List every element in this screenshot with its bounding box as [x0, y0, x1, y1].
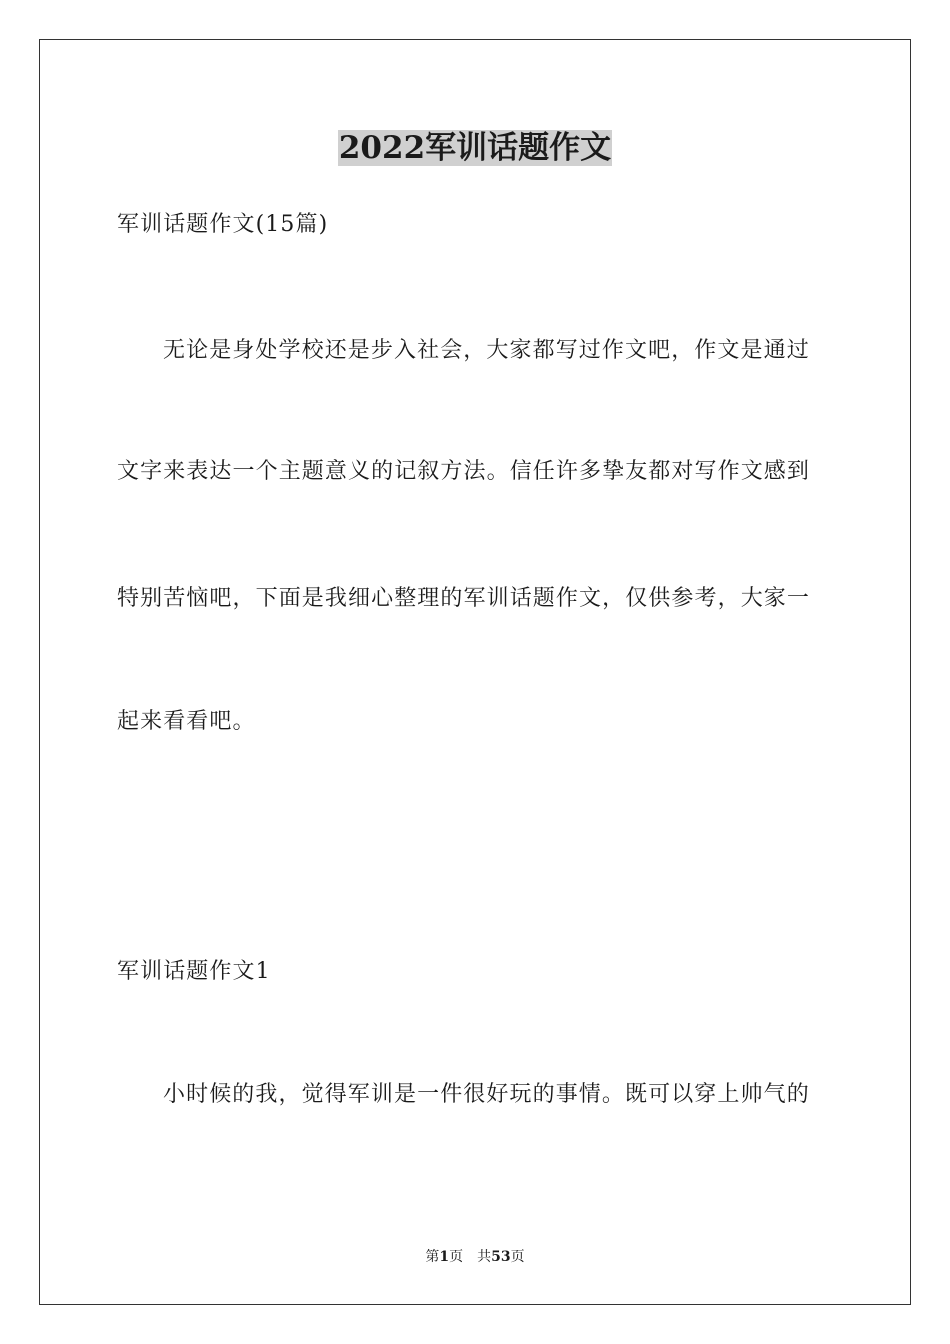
document-title-text: 2022军训话题作文 — [338, 130, 612, 166]
footer-page-number: 1 — [439, 1249, 450, 1265]
intro-paragraph-line-1: 无论是身处学校还是步入社会，大家都写过作文吧，作文是通过 — [163, 338, 810, 363]
document-title — [0, 128, 950, 168]
footer-page-prefix: 第 — [425, 1249, 440, 1265]
footer-total-pages: 53 — [491, 1249, 511, 1265]
intro-paragraph-line-2: 文字来表达一个主题意义的记叙方法。信任许多挚友都对写作文感到 — [117, 459, 811, 484]
footer-total-suffix: 页 — [510, 1249, 525, 1265]
footer-total-prefix: 共 — [477, 1249, 492, 1265]
intro-paragraph-line-4: 起来看看吧。 — [117, 709, 256, 734]
document-subtitle: 军训话题作文(15篇) — [117, 212, 329, 237]
section-paragraph-line-1: 小时候的我，觉得军训是一件很好玩的事情。既可以穿上帅气的 — [163, 1082, 810, 1107]
footer-page-suffix: 页 — [449, 1249, 464, 1265]
section-heading: 军训话题作文1 — [117, 959, 271, 984]
page-footer — [0, 1248, 950, 1266]
intro-paragraph-line-3: 特别苦恼吧，下面是我细心整理的军训话题作文，仅供参考，大家一 — [117, 586, 811, 611]
